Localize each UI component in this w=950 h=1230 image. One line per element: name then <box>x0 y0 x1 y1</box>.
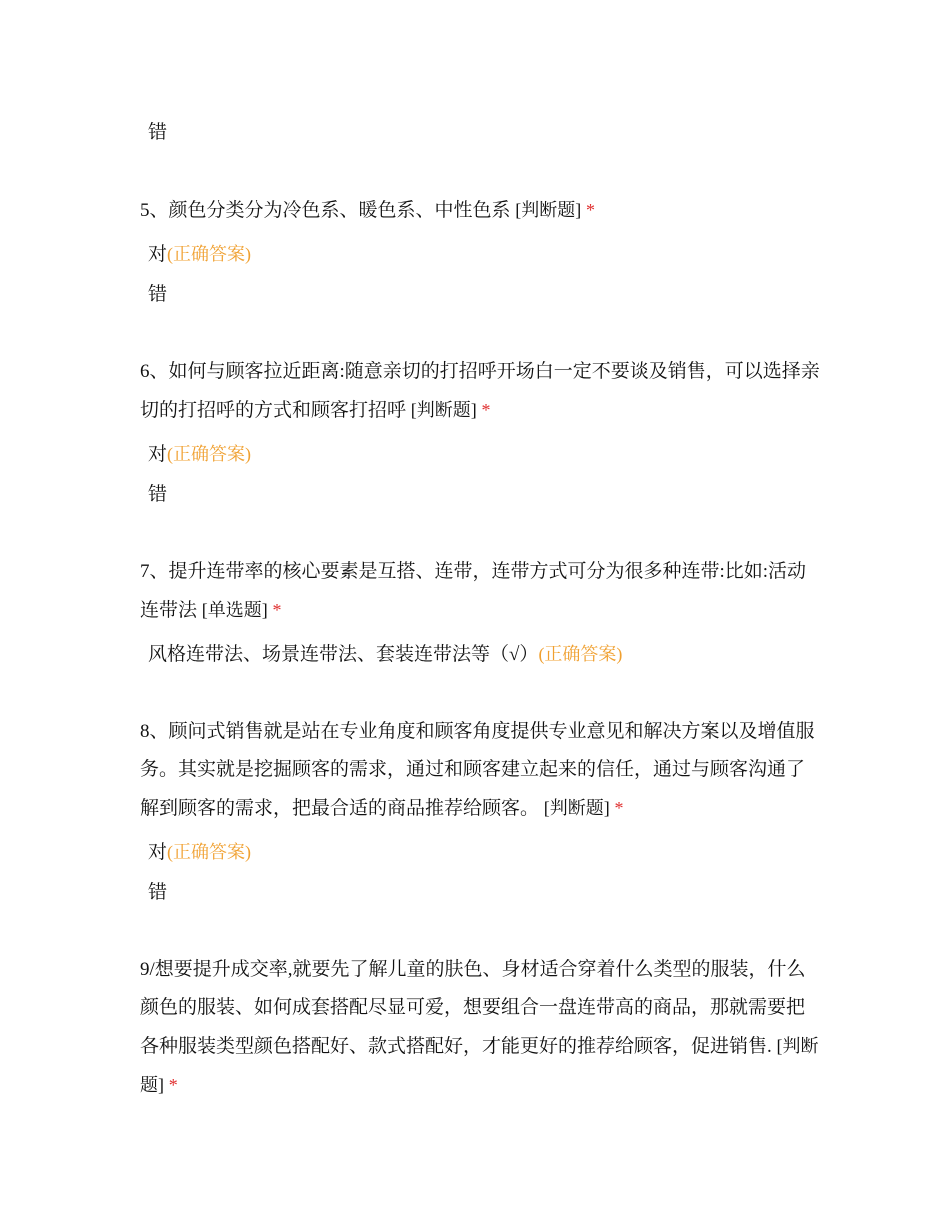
option-false[interactable] <box>140 873 820 913</box>
option-wrong-q4[interactable] <box>148 119 167 147</box>
options-list <box>140 634 820 675</box>
option-label: 对 <box>148 842 168 863</box>
question-7 <box>140 553 820 675</box>
question-type: [单选题] <box>201 600 268 620</box>
options-list <box>140 234 820 315</box>
correct-answer-tag: (正确答案) <box>167 842 252 862</box>
question-type: [判断题] <box>140 1036 819 1095</box>
option-label: 对 <box>148 244 168 265</box>
question-title: 9/想要提升成交率,就要先了解儿童的肤色、身材适合穿着什么类型的服装，什么颜色的服装、如何成套搭配尽显可爱，想要组合一盘连带高的商品，那就需要把各种服装类型颜色搭配好、款式搭配好，才能更好的推荐给顾客，促进销售. [判断题] * <box>140 959 819 1095</box>
question-6 <box>140 353 820 515</box>
required-mark: * <box>272 600 282 620</box>
question-type: [判断题] <box>410 400 477 420</box>
question-8 <box>140 713 820 913</box>
question-type: [判断题] <box>515 200 582 220</box>
option-true[interactable] <box>140 434 820 475</box>
required-mark: * <box>614 798 624 818</box>
required-mark: * <box>168 1075 178 1095</box>
option-label: 风格连带法、场景连带法、套装连带法等（√） <box>148 644 539 665</box>
option-false[interactable] <box>140 275 820 315</box>
question-title: 8、顾问式销售就是站在专业角度和顾客角度提供专业意见和解决方案以及增值服务。其实就是挖掘顾客的需求，通过和顾客建立起来的信任，通过与顾客沟通了解到顾客的需求，把最合适的商品推荐给顾客。 [判断题] * <box>140 721 815 819</box>
options-list <box>140 434 820 515</box>
option-single-choice[interactable] <box>140 634 820 675</box>
correct-answer-tag: (正确答案) <box>538 644 623 664</box>
required-mark: * <box>586 200 596 220</box>
question-title: 5、颜色分类分为冷色系、暖色系、中性色系 [判断题] * <box>140 200 596 221</box>
option-true[interactable] <box>140 832 820 873</box>
option-true[interactable] <box>140 234 820 275</box>
question-9 <box>140 951 820 1105</box>
question-5 <box>140 191 820 315</box>
option-label: 错 <box>148 122 168 143</box>
question-type: [判断题] <box>543 798 610 818</box>
option-label: 对 <box>148 444 168 465</box>
option-label: 错 <box>148 882 168 903</box>
option-label: 错 <box>148 484 168 505</box>
option-label: 错 <box>148 284 168 305</box>
correct-answer-tag: (正确答案) <box>167 244 252 264</box>
options-list <box>140 832 820 913</box>
question-title: 6、如何与顾客拉近距离:随意亲切的打招呼开场白一定不要谈及销售，可以选择亲切的打招呼的方式和顾客打招呼 [判断题] * <box>140 361 820 421</box>
option-false[interactable] <box>140 475 820 515</box>
required-mark: * <box>481 400 491 420</box>
correct-answer-tag: (正确答案) <box>167 444 252 464</box>
question-title: 7、提升连带率的核心要素是互搭、连带，连带方式可分为很多种连带:比如:活动连带法 [单选题] * <box>140 561 807 621</box>
